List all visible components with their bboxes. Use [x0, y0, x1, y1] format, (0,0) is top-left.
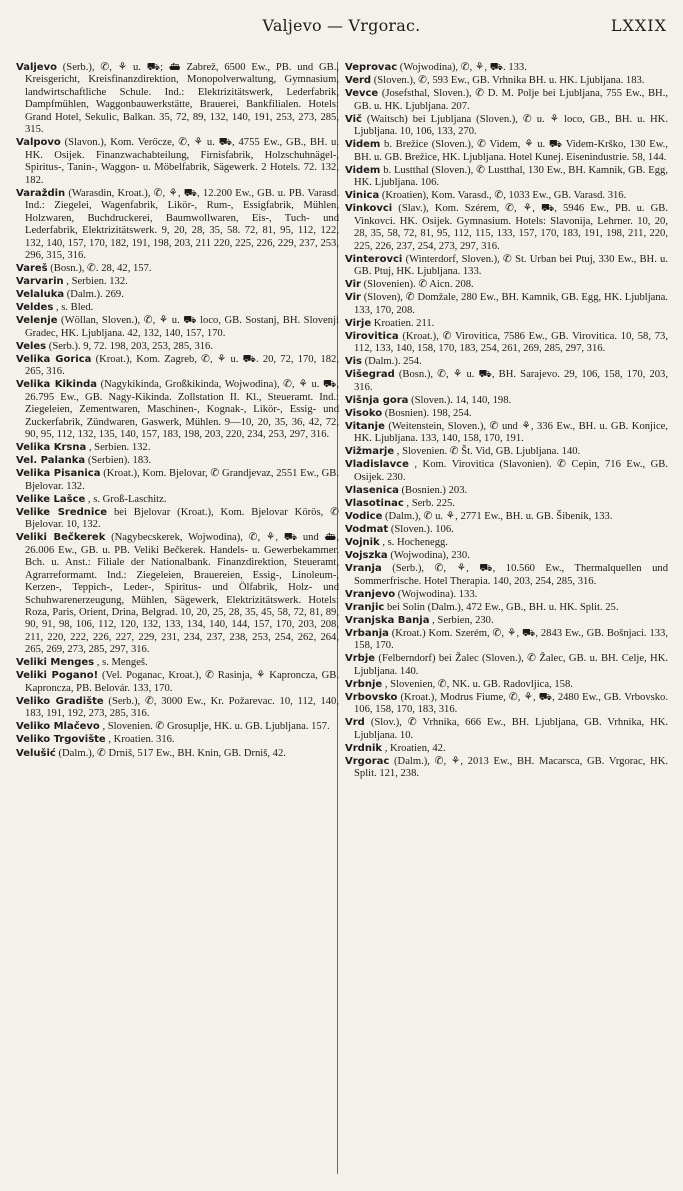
- running-title: Valjevo — Vrgorac.: [262, 16, 421, 35]
- gazetteer-entry: [345, 615, 668, 627]
- entry-headword: Vel. Palanka: [16, 455, 86, 467]
- entry-text: (Serbien). 183.: [87, 455, 152, 467]
- entry-text: b. Brežice (Sloven.), ✆ Videm, ⚘ u. ⛟ Videm-Krško, 130 Ew., BH. u. GB. Brežice, HK. Ljubljana. Hotel Kunej. Eisenindustrie. 58, 144.: [354, 139, 668, 163]
- entry-headword: Vinterovci: [345, 253, 403, 265]
- entry-text: (Kroat.), Modrus Fiume, ✆, ⚘, ⛟, 2480 Ew., GB. Vrbovsko. 106, 158, 170, 183, 316.: [354, 691, 668, 716]
- gazetteer-entry: [16, 137, 339, 187]
- entry-headword: Valpovo: [16, 137, 61, 149]
- entry-headword: Veliko Mlačevo: [16, 721, 100, 733]
- gazetteer-entry: [345, 331, 668, 356]
- gazetteer-entry: [16, 670, 339, 695]
- gazetteer-entry: [345, 628, 668, 653]
- entry-text: (Bosn.), ✆. 28, 42, 157.: [50, 263, 152, 275]
- entry-headword: Vareš: [16, 263, 48, 275]
- entry-text: (Kroat.), Kom. Bjelovar, ✆ Grandjevaz, 2551 Ew., GB. Bjelovar. 132.: [25, 468, 339, 492]
- entry-headword: Vranjevo: [345, 588, 396, 600]
- gazetteer-entry: [16, 276, 339, 288]
- entry-headword: Veliki Bečkerek: [16, 532, 106, 544]
- entry-text: , Serbien. 132.: [88, 442, 151, 454]
- entry-text: (Vel. Poganac, Kroat.), ✆ Rasinja, ⚘ Kaprоnсzа, GB. Kapronсza, PB. Belovár. 133, 170.: [25, 670, 339, 694]
- gazetteer-entry: [345, 279, 668, 291]
- entry-text: (Nagybecskerek, Wojwodina), ✆, ⚘, ⛟ und ⛴, 26.006 Ew., GB. u. PB. Veliki Bečkerek. Handels- u. Gewerbekammer. Bch. u. Anst.: Filiale der Nationalbank. Finanzdirektion, Steueramt, Agrarreformamt. Ind.: Ziegeleien, Brauereien, Essig-, Linoleum-, Kerzen-, Teppich-, Leder-, Spiritus- und Ölfabrik, Holz- und Schuhwarenerzeugung, Mühlen, Sägewerk, Elektrizitätswerk. Hotels: Roza, Paris, Orient, Drina, Belgrad. 10, 20, 25, 28, 35, 45, 58, 72, 81, 89, 90, 91, 98, 106, 112, 120, 132, 133, 134, 140, 144, 157, 170, 203, 208, 211, 220, 222, 226, 227, 229, 231, 234, 237, 238, 253, 254, 262, 264, 265, 269, 273, 285, 297, 316.: [25, 532, 339, 656]
- entry-headword: Vranja: [345, 563, 382, 575]
- entry-headword: Veliko Gradište: [16, 695, 104, 707]
- page-number: LXXIX: [610, 16, 667, 35]
- gazetteer-entry: [345, 62, 668, 74]
- gazetteer-entry: [345, 356, 668, 368]
- entry-text: (Bosnien.) 203.: [401, 484, 468, 496]
- entry-text: (Nagykikinda, Großkikinda, Wojwodina), ✆, ⚘ u. ⛟, 26.795 Ew., GB. Nagy-Kikinda. Zollstation II. Kl., Steueramt. Ind.: Ziegeleien, Zementwaren, Maschinen-, Kognak-, Likör-, Essig- und Zuckerfabrik, Zündwaren, Gaswerk, Mühlen. 9—10, 20, 35, 36, 42, 72, 90, 95, 112, 132, 135, 140, 157, 183, 198, 203, 220, 234, 253, 297, 316.: [25, 379, 339, 441]
- entry-headword: Veliko Trgovište: [16, 734, 106, 746]
- entry-headword: Vlasotinac: [345, 497, 404, 509]
- entry-text: (Serb.). 9, 72. 198, 203, 253, 285, 316.: [48, 340, 213, 352]
- entry-text: (Wojwodina), ✆, ⚘, ⛟. 133.: [399, 62, 527, 73]
- entry-headword: Videm: [345, 139, 381, 151]
- entry-headword: Velika Krsna: [16, 442, 87, 454]
- entry-headword: Velaluka: [16, 289, 65, 301]
- entry-text: (Dalm.). 254.: [364, 356, 422, 368]
- entry-text: (Kroat.) Kom. Szerém, ✆, ⚘, ⛟, 2843 Ew., GB. Bošnjaci. 133, 158, 170.: [354, 627, 669, 652]
- entry-headword: Verd: [345, 75, 372, 87]
- entry-headword: Virovitica: [345, 330, 399, 342]
- entry-headword: Vrbnje: [345, 678, 383, 690]
- entry-headword: Vranjic: [345, 601, 385, 613]
- entry-text: (Winterdorf, Sloven.), ✆ St. Urban bei Ptuj, 330 Ew., BH. u. GB. Ptuj, HK. Ljubljana. 133.: [354, 253, 668, 277]
- gazetteer-entry: [345, 537, 668, 549]
- gazetteer-entry: [345, 550, 668, 562]
- entry-headword: Velika Gorica: [16, 353, 92, 365]
- entry-text: (Dalm.), ✆ Drniš, 517 Ew., BH. Knin, GB. Drniš, 42.: [58, 747, 286, 759]
- entry-text: (Waitsch) bei Ljubljana (Sloven.), ✆ u. ⚘ loco, GB., BH. u. HK. Ljubljana. 10, 106, 133, 270.: [354, 113, 668, 138]
- entry-text: (Sloven), ✆ Domžale, 280 Ew., BH. Kamnik, GB. Egg, HK. Ljubljana. 133, 170, 208.: [354, 292, 668, 316]
- entry-headword: Velušić: [16, 747, 56, 759]
- entry-headword: Vodmat: [345, 523, 389, 535]
- entry-text: (Weitenstein, Sloven.), ✆ und ⚘, 336 Ew., BH. u. GB. Konjice, HK. Ljubljana. 133, 140, 158, 170, 191.: [354, 420, 668, 445]
- entry-text: (Dalm.), ✆, ⚘, 2013 Ew., BH. Macarsca, GB. Vrgorac, HK. Split. 121, 238.: [354, 755, 668, 780]
- entry-headword: Varvarin: [16, 276, 64, 288]
- entry-headword: Vrgorac: [345, 755, 390, 767]
- entry-headword: Vrd: [345, 717, 365, 729]
- entry-headword: Vevce: [345, 88, 379, 100]
- gazetteer-entry: [345, 203, 668, 253]
- entry-text: (Slovenien). ✆ Aicn. 208.: [363, 279, 474, 291]
- entry-headword: Veliki Menges: [16, 657, 95, 669]
- entry-headword: Valjevo: [16, 62, 57, 73]
- entry-headword: Vodice: [345, 510, 383, 522]
- gazetteer-entry: [345, 743, 668, 755]
- gazetteer-entry: [16, 748, 339, 760]
- entry-headword: Veldes: [16, 302, 54, 314]
- entry-text: (Sloven.). 14, 140, 198.: [411, 394, 512, 406]
- entry-headword: Vič: [345, 113, 362, 125]
- gazetteer-entry: [345, 421, 668, 446]
- entry-text: (Sloven.). 106.: [390, 523, 454, 535]
- entry-text: , Serbien, 230.: [432, 614, 494, 626]
- gazetteer-entry: [345, 717, 668, 742]
- entry-text: Kroatien. 211.: [373, 317, 435, 329]
- entry-text: (Josefsthal, Sloven.), ✆ D. M. Polje bei Ljubljana, 755 Ew., BH., GB. u. HK. Ljubljana. 207.: [354, 88, 668, 112]
- gazetteer-entry: [16, 263, 339, 275]
- entry-text: (Sloven.), ✆, 593 Ew., GB. Vrhnika BH. u. HK. Ljubljana. 183.: [373, 75, 645, 87]
- entry-headword: Vitanje: [345, 420, 385, 432]
- entry-headword: Vlasenica: [345, 484, 399, 496]
- gazetteer-entry: [345, 254, 668, 279]
- entry-text: (Slavon.), Kom. Verőcze, ✆, ⚘ u. ⛟, 4755 Ew., GB., BH. u. HK. Osijek. Finanzwachabteilung, Firnisfabrik, Holzschuhnägel-, Spiritus-, Tanin-, Waggon- u. Möbelfabrik, Sägewerk. 2 Hotels. 72. 132, 182.: [25, 137, 339, 186]
- gazetteer-entry: [345, 485, 668, 497]
- entry-text: , Slovenien. ✆ Št. Vid, GB. Ljubljana. 140.: [396, 446, 581, 458]
- gazetteer-entry: [345, 511, 668, 523]
- gazetteer-entry: [16, 455, 339, 467]
- entry-headword: Vladislavce: [345, 459, 409, 471]
- entry-text: , Kroatien. 316.: [108, 734, 175, 746]
- entry-headword: Vranjska Banja: [345, 614, 430, 626]
- entry-text: bei Bjelovar (Kroat.), Kom. Bjelovar Körös, ✆ Bjelovar. 10, 132.: [25, 506, 339, 531]
- entry-text: (Serb.), ✆, 3000 Ew., Kr. Požarevac. 10, 112, 140, 183, 191, 192, 273, 285, 316.: [25, 695, 339, 720]
- gazetteer-entry: [16, 532, 339, 657]
- entry-text: , s. Mengeš.: [96, 657, 148, 669]
- gazetteer-entry: [345, 459, 668, 484]
- gazetteer-entry: [345, 88, 668, 113]
- gazetteer-entry: [345, 139, 668, 164]
- gazetteer-entry: [16, 442, 339, 454]
- entry-text: (Serb.), ✆, ⚘, ⛟, 10.560 Ew., Thermalquellen und Sommerfrische. Hotel Therapia. 140, 203, 254, 285, 316.: [354, 563, 668, 587]
- gazetteer-entry: [345, 446, 668, 458]
- gazetteer-entry: [345, 292, 668, 317]
- gazetteer-entry: [345, 602, 668, 614]
- gazetteer-entry: [16, 62, 339, 137]
- entry-headword: Vižmarje: [345, 446, 395, 458]
- entry-headword: Višnja gora: [345, 394, 409, 406]
- gazetteer-entry: [16, 494, 339, 506]
- gazetteer-entry: [345, 692, 668, 717]
- gazetteer-entry: [345, 114, 668, 139]
- entry-headword: Vir: [345, 279, 361, 291]
- entry-text: , s. Bled.: [55, 302, 94, 314]
- entry-headword: Vrbje: [345, 653, 376, 665]
- gazetteer-entry: [345, 408, 668, 420]
- entry-text: (Dalm.), ✆ u. ⚘, 2771 Ew., BH. u. GB. Šibenik, 133.: [385, 510, 613, 522]
- entry-text: (Wojwodina), 230.: [390, 550, 470, 562]
- gazetteer-entry: [345, 190, 668, 202]
- gazetteer-entry: [16, 289, 339, 301]
- entry-text: (Wöllan, Sloven.), ✆, ⚘ u. ⛟ loco, GB. Sostanj, BH. Slovenji Gradec, HK. Ljubljana. 42, 132, 140, 157, 170.: [25, 315, 339, 339]
- gazetteer-entry: [16, 721, 339, 733]
- entry-text: (Kroatien), Kom. Varasd., ✆, 1033 Ew., GB. Varasd. 316.: [381, 190, 627, 202]
- entry-headword: Vojszka: [345, 550, 388, 562]
- entry-headword: Velika Pisanica: [16, 468, 101, 480]
- entry-headword: Velike Srednice: [16, 506, 108, 518]
- entry-text: (Kroat.), ✆ Virovitica, 7586 Ew., GB. Virovitica. 10, 58, 73, 112, 133, 140, 158, 170, 183, 254, 261, 269, 285, 297, 316.: [354, 330, 668, 355]
- entry-text: (Slav.), Kom. Szérem, ✆, ⚘, ⛟, 5946 Ew., PB. u. GB. Vinkovci. HK. Osijek. Gymnasium. Hotels: Slavonija, Lehrner. 10, 20, 28, 35, 58, 72, 81, 95, 112, 115, 133, 157, 170, 183, 191, 198, 211, 220, 225, 226, 237, 254, 273, 297, 316.: [354, 203, 668, 252]
- gazetteer-entry: [345, 679, 668, 691]
- gazetteer-entry: [345, 75, 668, 87]
- right-column: [345, 62, 668, 781]
- gazetteer-entry: [345, 369, 668, 394]
- entry-headword: Velika Kikinda: [16, 379, 97, 391]
- entry-headword: Videm: [345, 164, 381, 176]
- gazetteer-entry: [345, 498, 668, 510]
- entry-text: , s. Groß-Laschitz.: [87, 493, 167, 505]
- entry-headword: Vojnik: [345, 537, 380, 549]
- entry-headword: Veliki Pogano!: [16, 670, 99, 682]
- entry-text: , Serbien. 132.: [66, 276, 128, 288]
- gazetteer-entry: [345, 653, 668, 678]
- entry-text: , s. Hochenegg.: [382, 537, 448, 549]
- entry-headword: Velenje: [16, 315, 58, 327]
- gazetteer-entry: [345, 563, 668, 588]
- entry-headword: Vrbanja: [345, 627, 389, 639]
- entry-text: (Dalm.). 269.: [66, 289, 124, 301]
- page-header: [0, 16, 683, 38]
- entry-text: , Kom. Virovitica (Slavonien). ✆ Cepin, 716 Ew., GB. Osijek. 230.: [354, 459, 668, 483]
- entry-text: , Slovenien, ✆, NK. u. GB. Radovljica, 158.: [384, 678, 573, 690]
- gazetteer-entry: [16, 302, 339, 314]
- entry-headword: Vis: [345, 356, 362, 368]
- entry-text: (Warasdin, Kroat.), ✆, ⚘, ⛟, 12.200 Ew., GB. u. PB. Varasd. Ind.: Ziegelei, Wagenfabrik, Likör-, Rum-, Essigfabrik, Mühlen, Holzwaren, Buchdruckerei, Baumwollwaren, Eis-, Tuch- und Lederfabrik, Elektrizitätswerk. 9, 20, 28, 35, 58. 72, 81, 95, 112, 122, 132, 140, 157, 170, 182, 191, 198, 203, 211 220, 225, 226, 229, 237, 253, 296, 315, 316.: [25, 187, 339, 261]
- entry-headword: Vir: [345, 292, 361, 304]
- gazetteer-entry: [345, 165, 668, 190]
- entry-headword: Visoko: [345, 407, 383, 419]
- gazetteer-entry: [16, 507, 339, 532]
- entry-text: , Serb. 225.: [406, 497, 455, 509]
- entry-text: (Wojwodina). 133.: [397, 588, 478, 600]
- entry-text: , Kroatien, 42.: [384, 742, 446, 754]
- gazetteer-entry: [345, 756, 668, 781]
- gazetteer-entry: [345, 524, 668, 536]
- gazetteer-entry: [16, 734, 339, 746]
- entry-text: (Slov.), ✆ Vrhnika, 666 Ew., BH. Ljubljana, GB. Vrhnika, HK. Ljubljana. 10.: [354, 717, 669, 741]
- entry-headword: Višegrad: [345, 369, 395, 381]
- entry-headword: Vinica: [345, 190, 380, 202]
- entry-headword: Vrdnik: [345, 742, 383, 754]
- entry-text: bei Solin (Dalm.), 472 Ew., GB., BH. u. HK. Split. 25.: [386, 601, 619, 613]
- entry-headword: Vinkovci: [345, 203, 393, 215]
- entry-text: (Serb.), ✆, ⚘ u. ⛟; ⛴ Zabrež, 6500 Ew., PB. und GB., Kreisgericht, Kreisfinanzdirektion, Monopolverwaltung, Gymnasium, landwirtschaftliche Schule. Ind.: Elektrizitätswerk, Lederfabrik, Dampfmühlen, Waggonbauwerkstätte, Brauerei, Bankfilialen. Hotels: Grand Hotel, Sekulic, Balkan. 35, 72, 89, 132, 140, 191, 253, 273, 285, 315.: [25, 62, 339, 136]
- entry-text: , Slovenien. ✆ Grosuplje, HK. u. GB. Ljubljana. 157.: [102, 721, 330, 733]
- entry-text: (Bosn.), ✆, ⚘ u. ⛟, BH. Sarajevo. 29, 106, 158, 170, 203, 316.: [354, 369, 669, 393]
- gazetteer-entry: [16, 468, 339, 493]
- gazetteer-entry: [345, 589, 668, 601]
- gazetteer-entry: [16, 341, 339, 353]
- entry-headword: Velike Lašce: [16, 493, 86, 505]
- entry-text: (Kroat.), Kom. Zagreb, ✆, ⚘ u. ⛟. 20, 72, 170, 182, 265, 316.: [25, 353, 339, 378]
- entry-text: (Felberndorf) bei Žalec (Sloven.), ✆ Žalec, GB. u. BH. Celje, HK. Ljubljana. 140.: [354, 653, 669, 677]
- entry-headword: Veles: [16, 340, 47, 352]
- entry-headword: Vrbovsko: [345, 691, 398, 703]
- gazetteer-entry: [345, 318, 668, 330]
- entry-headword: Varaždin: [16, 187, 66, 199]
- entry-headword: Virje: [345, 317, 372, 329]
- gazetteer-entry: [345, 395, 668, 407]
- gazetteer-entry: [16, 188, 339, 263]
- gazetteer-entry: [16, 696, 339, 721]
- entry-text: b. Lustthal (Sloven.), ✆ Lustthal, 130 Ew., BH. Kamnik, GB. Egg, HK. Ljubljana. 106.: [354, 164, 668, 189]
- gazetteer-entry: [16, 379, 339, 441]
- gazetteer-entry: [16, 657, 339, 669]
- entry-headword: Veprovac: [345, 62, 398, 73]
- gazetteer-entry: [16, 315, 339, 340]
- entry-text: (Bosnien). 198, 254.: [384, 407, 472, 419]
- gazetteer-entry: [16, 354, 339, 379]
- left-column: [16, 62, 339, 761]
